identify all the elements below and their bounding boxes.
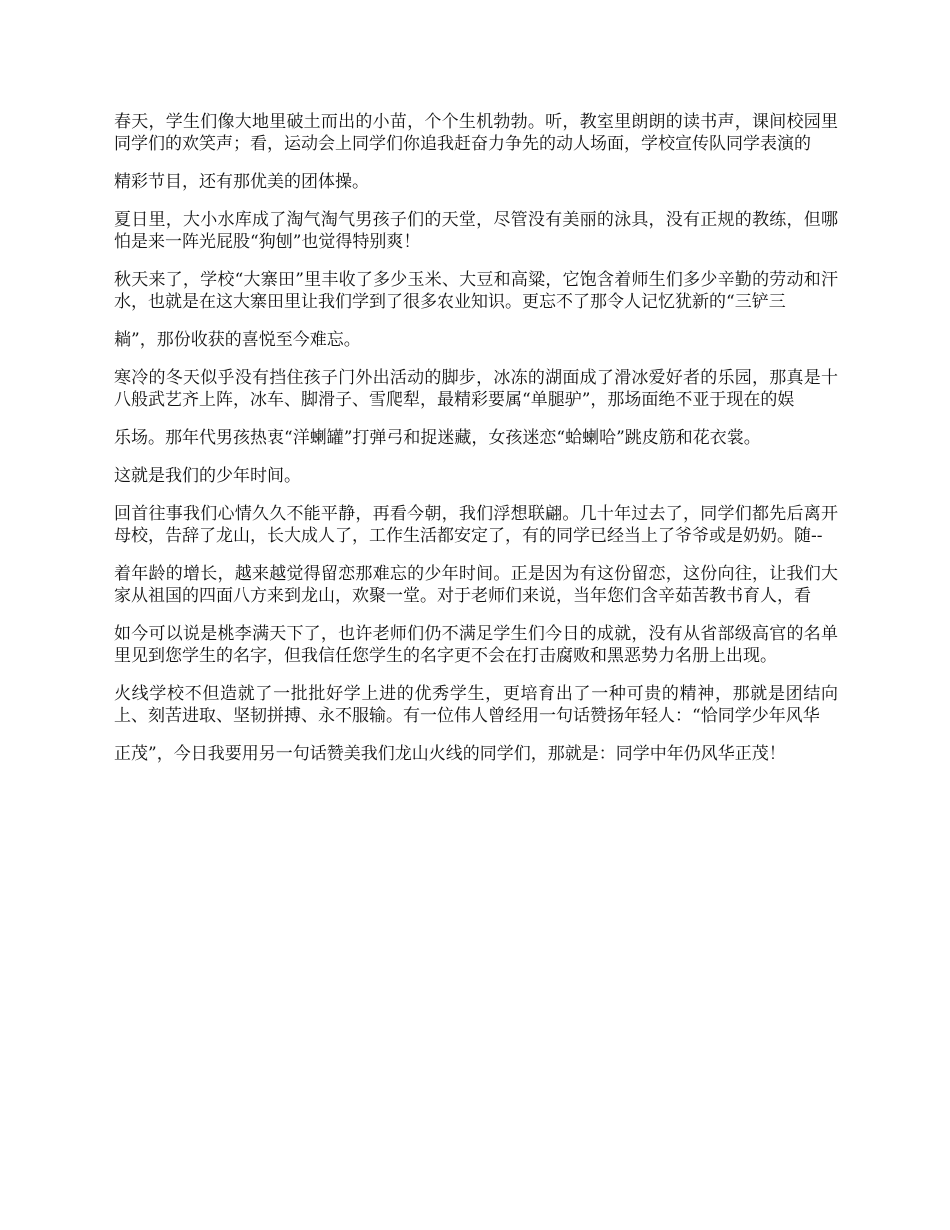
paragraph-reflection: 回首往事我们心情久久不能平静，再看今朝，我们浮想联翩。几十年过去了，同学们都先后离开母校，告辞了龙山，长大成人了，工作生活都安定了，有的同学已经当上了爷爷或是奶奶。随--: [114, 504, 838, 546]
paragraph-winter-cont: 乐场。那年代男孩热衷“洋蝲罐”打弹弓和捉迷藏，女孩迷恋“蛤蝲哈”跳皮筋和花衣裳。: [114, 428, 761, 448]
paragraph-summer: 夏日里，大小水库成了淘气淘气男孩子们的天堂，尽管没有美丽的泳具，没有正规的教练，但哪怕是来一阵光屁股“狗刨”也觉得特别爽！: [114, 210, 838, 252]
paragraph-teachers: 如今可以说是桃李满天下了，也许老师们仍不满足学生们今日的成就，没有从省部级高官的名单里见到您学生的名字，但我信任您学生的名字更不会在打击腐败和黑恶势力名册上出现。: [114, 624, 838, 666]
paragraph-autumn-cont: 耥”，那份收获的喜悦至今难忘。: [114, 330, 361, 350]
paragraph-reflection-cont: 着年龄的增长，越来越觉得留恋那难忘的少年时间。正是因为有这份留恋，这份向往，让我们大家从祖国的四面八方来到龙山，欢聚一堂。对于老师们来说，当年您们含辛茹苦教书育人，看: [114, 564, 838, 606]
paragraph-closing: 正茂”，今日我要用另一句话赞美我们龙山火线的同学们，那就是：同学中年仍风华正茂！: [114, 744, 786, 764]
paragraph-winter: 寒冷的冬天似乎没有挡住孩子门外出活动的脚步，冰冻的湖面成了滑冰爱好者的乐园，那真是十八般武艺齐上阵，冰车、脚滑子、雪爬犁，最精彩要属“单腿驴”，那场面绝不亚于现在的娱: [114, 368, 838, 410]
paragraph-school-spirit: 火线学校不但造就了一批批好学上进的优秀学生，更培育出了一种可贵的精神，那就是团结向上、刻苦进取、坚韧拼搏、永不服输。有一位伟人曾经用一句话赞扬年轻人：“恰同学少年风华: [114, 684, 838, 726]
document-body: [114, 111, 838, 781]
paragraph-youth-time: 这就是我们的少年时间。: [114, 466, 301, 486]
paragraph-autumn: 秋天来了，学校“大寨田”里丰收了多少玉米、大豆和高粱，它饱含着师生们多少辛勤的劳动和汗水，也就是在这大寨田里让我们学到了很多农业知识。更忘不了那令人记忆犹新的“三铲三: [114, 270, 838, 312]
paragraph-spring-cont: 精彩节目，还有那优美的团体操。: [114, 172, 369, 192]
paragraph-spring: 春天，学生们像大地里破土而出的小苗，个个生机勃勃。听，教室里朗朗的读书声，课间校园里同学们的欢笑声；看，运动会上同学们你追我赶奋力争先的动人场面，学校宣传队同学表演的: [114, 112, 838, 154]
